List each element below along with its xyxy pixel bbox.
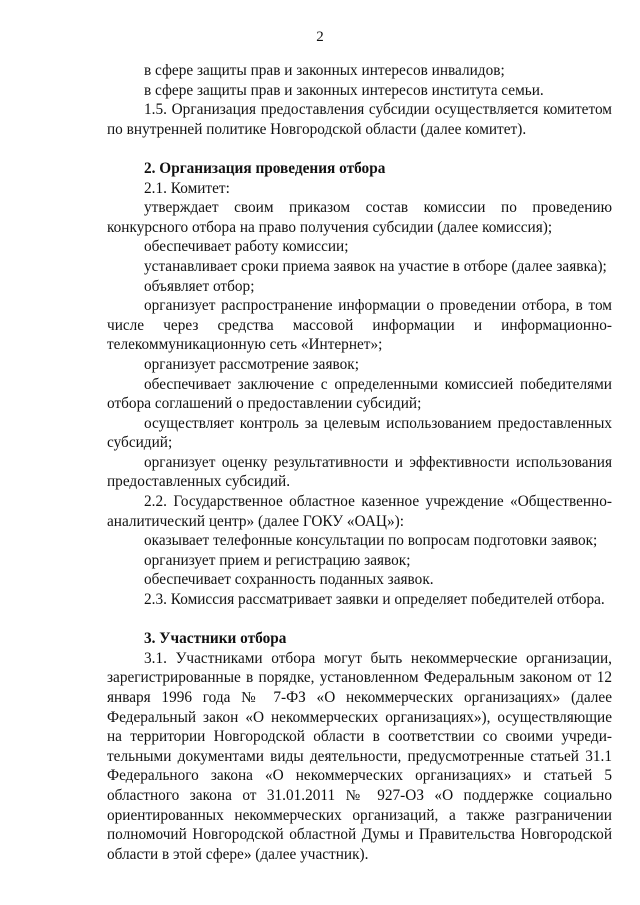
paragraph-evaluation: организует оценку результативности и эффективности использования предоставленных субсидий.: [107, 453, 612, 491]
paragraph-2-3: 2.3. Комиссия рассматривает заявки и определяет победителей отбора.: [144, 591, 605, 609]
paragraph-3-1: 3.1. Участниками отбора могут быть некоммерческие организации, зарегистрированные в порядке, установленном Федеральным законом от 12 января 1996 года № 7-ФЗ «О некоммерческих организациях» (далее Федеральный закон «О некоммерческих организациях»), осуществляющие на территории Новгородской области в соответствии со своими учреди-тельными документами виды деятельности, предусмотренные статьей 31.1 Федерального закона «О некоммерческих организациях» и статьей 5 областного закона от 31.01.2011 № 927-ОЗ «О поддержке социально ориентированных некоммерческих организаций, а также разграничении полномочий Новгородской областной Думы и Правительства Новгородской области в этой сфере» (далее участник).: [107, 649, 612, 863]
paragraph-sets-deadlines: устанавливает сроки приема заявок на участие в отборе (далее заявка);: [144, 257, 607, 275]
paragraph-agreements: обеспечивает заключение с определенными комиссией победителями отбора соглашений о предоставлении субсидий;: [107, 375, 612, 413]
paragraph-control: осуществляет контроль за целевым использованием предоставленных субсидий;: [107, 414, 612, 452]
paragraph-registration: организует прием и регистрацию заявок;: [144, 551, 411, 569]
paragraph-phone-consultations: оказывает телефонные консультации по вопросам подготовки заявок;: [144, 532, 598, 550]
paragraph-1-5: 1.5. Организация предоставления субсидии осуществляется комитетом по внутренней политике Новгородской области (далее комитет).: [107, 101, 612, 138]
document-body: [107, 61, 612, 864]
paragraph-2-1: 2.1. Комитет:: [144, 179, 230, 197]
paragraph-announces: объявляет отбор;: [144, 277, 255, 295]
section-gap: [107, 139, 612, 159]
section-heading-3: 3. Участники отбора: [144, 630, 287, 648]
paragraph-disabled-rights: в сфере защиты прав и законных интересов инвалидов;: [144, 62, 505, 79]
section-gap: [107, 610, 612, 630]
paragraph-2-2: 2.2. Государственное областное казенное учреждение «Общественно-аналитический центр» (далее ГОКУ «ОАЦ»):: [107, 493, 612, 530]
section-heading-2: 2. Организация проведения отбора: [144, 159, 386, 177]
paragraph-approves-commission: утверждает своим приказом состав комиссии по проведению конкурсного отбора на право получения субсидии (далее комиссия);: [107, 199, 612, 236]
paragraph-distributes-info: организует распространение информации о проведении отбора, в том числе через средства массовой информации и информационно-телекоммуникационную сеть «Интернет»;: [107, 297, 612, 354]
paragraph-safekeeping: обеспечивает сохранность поданных заявок.: [144, 571, 434, 589]
paragraph-organizes-review: организует рассмотрение заявок;: [144, 355, 359, 373]
page-number: 2: [316, 29, 324, 45]
paragraph-family-rights: в сфере защиты прав и законных интересов института семьи.: [144, 81, 544, 99]
paragraph-ensures-work: обеспечивает работу комиссии;: [144, 238, 349, 256]
